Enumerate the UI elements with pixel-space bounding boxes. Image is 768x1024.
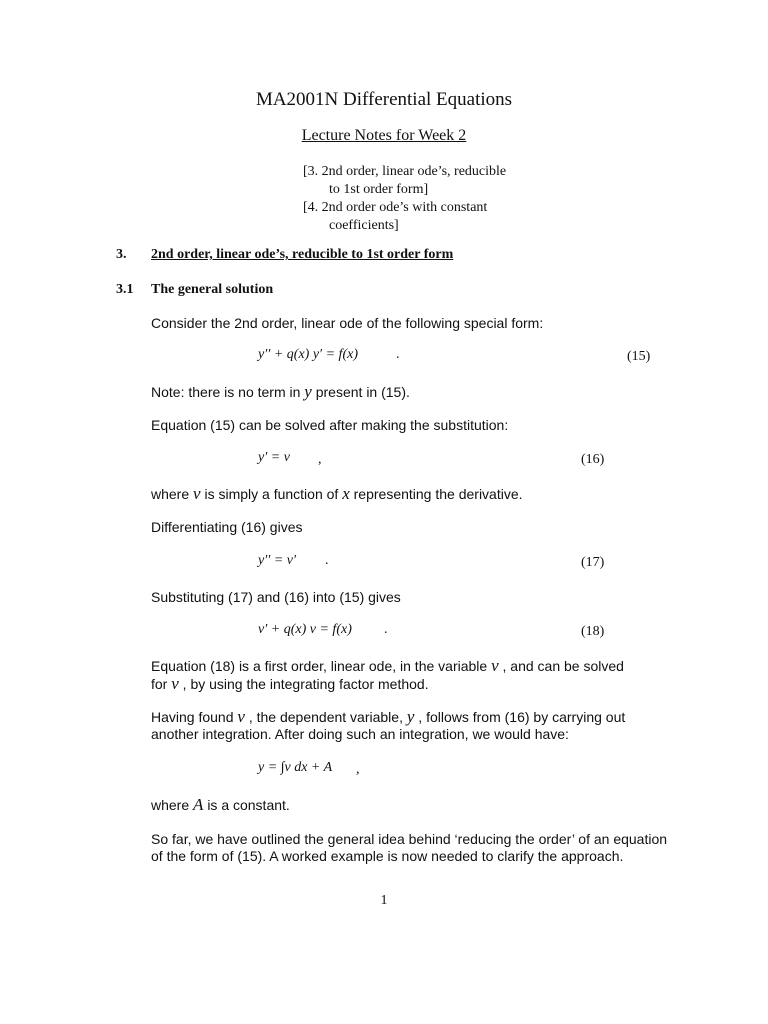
equation-15: y′′ + q(x) y′ = f(x) [258,347,358,362]
equation-comma: , [356,762,360,777]
math-variable: A [193,795,204,814]
document-subtitle: Lecture Notes for Week 2 [301,127,467,144]
equation-number: (17) [581,555,605,570]
paragraph: Differentiating (16) gives [151,519,303,535]
paragraph [151,831,667,865]
text: So far, we have outlined the general idea behind ‘reducing the order’ of an equation [151,831,668,847]
text: representing the derivative. [353,486,523,502]
text: , and can be solved [502,658,624,674]
contents-item-cont: to 1st order form] [329,182,429,197]
text: present in (15). [315,384,410,400]
section-title: 2nd order, linear ode’s, reducible to 1st order form [151,247,454,262]
equation-number: (15) [627,349,651,364]
section-number: 3. [116,247,127,262]
equation-comma: , [318,452,322,467]
equation-17: y′′ = v′ [258,553,297,568]
text: another integration. After doing such an integration, we would have: [151,726,569,742]
equation-16: y′ = v [258,450,290,465]
text: where [151,797,190,813]
text: , by using the integrating factor method. [182,676,429,692]
contents-item: [4. 2nd order ode’s with constant [303,200,488,215]
equation-integral: y = ∫v dx + A [258,760,333,775]
text: Note: there is no term in [151,384,301,400]
paragraph [151,796,290,814]
equation-period: . [384,622,388,637]
contents-list [303,163,506,235]
math-variable: v [171,674,179,693]
math-variable: y [304,382,312,401]
paragraph [151,708,625,743]
text: of the form of (15). A worked example is now needed to clarify the approach. [151,848,624,864]
math-variable: y [406,707,415,726]
text: Equation (18) is a first order, linear ode, in the variable [151,658,488,674]
text: , follows from (16) by carrying out [418,709,626,725]
paragraph: Consider the 2nd order, linear ode of the following special form: [151,315,544,331]
math-variable: x [342,484,350,503]
paragraph: Equation (15) can be solved after making the substitution: [151,417,509,433]
equation-period: . [396,347,400,362]
equation-period: . [325,553,329,568]
paragraph [151,485,523,503]
text: is simply a function of [204,486,339,502]
document-title: MA2001N Differential Equations [255,89,513,110]
contents-item: [3. 2nd order, linear ode’s, reducible [303,164,507,179]
equation-number: (16) [581,452,605,467]
subsection-title: The general solution [151,282,274,297]
paragraph: Substituting (17) and (16) into (15) gives [151,589,401,605]
text: where [151,486,190,502]
text: , the dependent variable, [248,709,403,725]
contents-item-cont: coefficients] [329,218,399,233]
paragraph [151,657,624,693]
equation-18: v′ + q(x) v = f(x) [258,622,352,637]
subsection-number: 3.1 [116,282,134,297]
text: Having found [151,709,234,725]
text: for [151,676,168,692]
paragraph [151,383,410,401]
page-number: 1 [380,893,388,908]
text: is a constant. [207,797,290,813]
math-variable: v [491,656,499,675]
math-variable: v [237,707,245,726]
equation-number: (18) [581,624,605,639]
math-variable: v [193,484,201,503]
